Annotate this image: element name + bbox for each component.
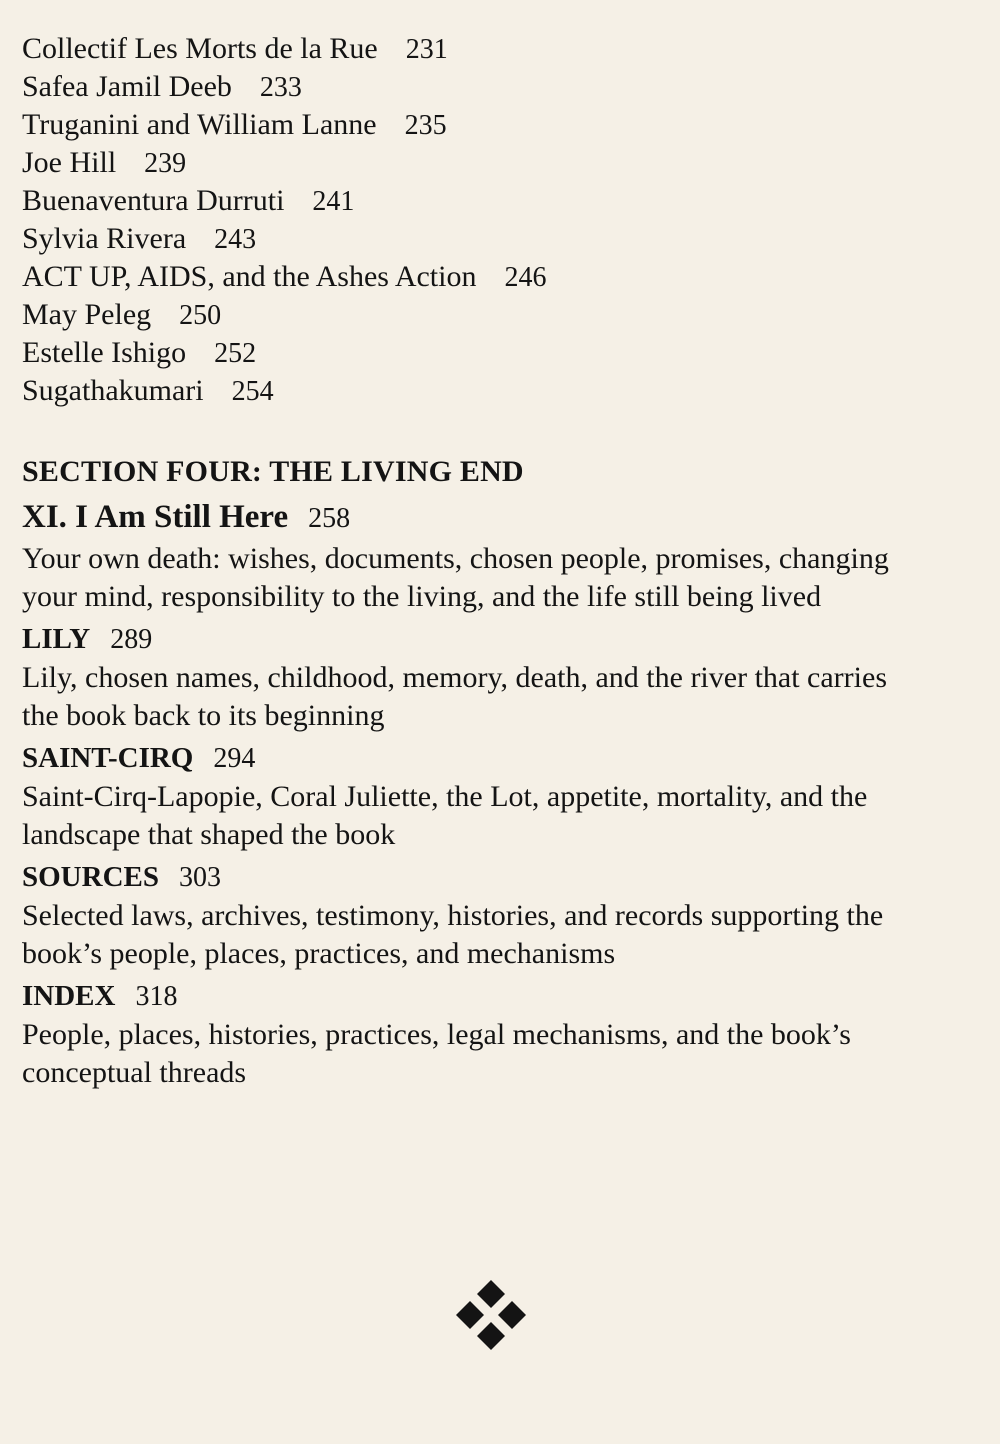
entry-page-number: 246 [504,262,547,293]
block-page-number: 294 [213,743,256,774]
entry-page-number: 231 [405,34,448,65]
toc-entry [22,182,922,220]
chapter-page-number: 258 [308,503,351,534]
four-diamond-ornament-icon [455,1279,527,1351]
table-of-contents [22,30,922,1096]
block-description: Saint-Cirq-Lapopie, Coral Juliette, the Lot, appetite, mortality, and the landscape that shaped the book [22,780,868,851]
chapter-heading [22,496,922,540]
entry-page-number: 235 [404,110,447,141]
toc-entry [22,68,922,106]
entry-title: Sugathakumari [22,374,204,407]
entry-page-number: 239 [144,148,187,179]
block-title: INDEX [22,980,116,1012]
block-heading-saint-cirq [22,739,922,778]
entry-page-number: 254 [231,376,274,407]
entry-title: Safea Jamil Deeb [22,70,232,103]
entry-title: ACT UP, AIDS, and the Ashes Action [22,260,477,293]
block-title: SOURCES [22,861,159,893]
block-page-number: 303 [179,862,221,893]
chapter-description: Your own death: wishes, documents, chosen people, promises, changing your mind, responsibility to the living, and the life still being lived [22,542,889,613]
section-heading: SECTION FOUR: THE LIVING END [22,455,524,488]
block-page-number: 318 [135,981,178,1012]
toc-entry [22,220,922,258]
entry-title: Sylvia Rivera [22,222,187,255]
toc-entry [22,258,922,296]
toc-entry [22,372,922,410]
block-title: SAINT-CIRQ [22,742,194,774]
entry-list [22,30,922,410]
diamond-top [477,1280,505,1308]
toc-entry [22,30,922,68]
block-heading-index [22,977,922,1016]
toc-entry [22,296,922,334]
entry-page-number: 243 [214,224,257,255]
entry-page-number: 250 [179,300,222,331]
toc-entry [22,106,922,144]
entry-title: Estelle Ishigo [22,336,187,369]
entry-title: Joe Hill [22,146,117,179]
chapter-title: XI. I Am Still Here [22,499,289,535]
entry-title: Buenaventura Durruti [22,184,285,217]
block-description: Selected laws, archives, testimony, histories, and records supporting the book’s people, places, practices, and mechanisms [22,899,884,970]
block-description: Lily, chosen names, childhood, memory, death, and the river that carries the book back to its beginning [22,661,887,732]
entry-title: Collectif Les Morts de la Rue [22,32,378,65]
entry-title: Truganini and William Lanne [22,108,377,141]
toc-entry [22,144,922,182]
block-heading-sources [22,858,922,897]
entry-page-number: 241 [312,186,355,217]
toc-entry [22,334,922,372]
block-page-number: 289 [110,624,153,655]
entry-page-number: 233 [259,72,302,103]
diamond-left [456,1301,484,1329]
entry-page-number: 252 [214,338,257,369]
block-title: LILY [22,623,91,655]
entry-title: May Peleg [22,298,152,331]
diamond-right [498,1301,526,1329]
block-description: People, places, histories, practices, legal mechanisms, and the book’s conceptual threads [22,1018,851,1089]
diamond-bottom [477,1322,505,1350]
block-heading-lily [22,620,922,659]
